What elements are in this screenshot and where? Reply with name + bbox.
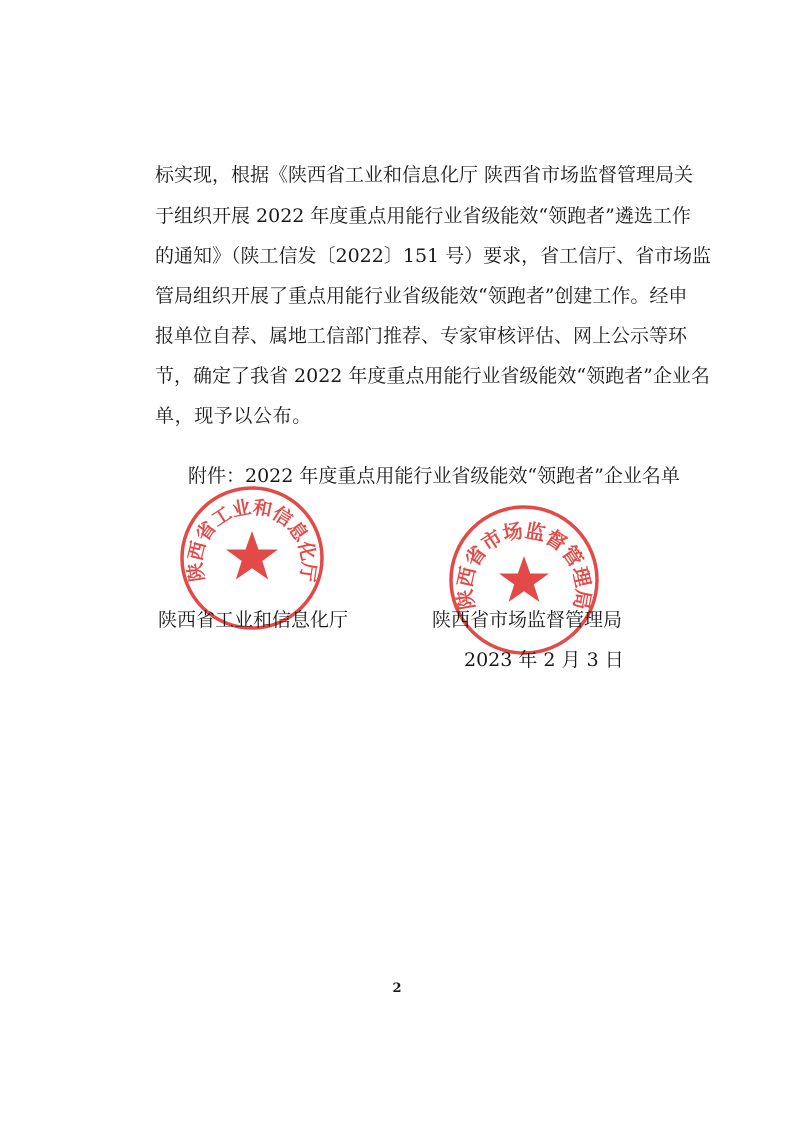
body-line-5: 报单位自荐、属地工信部门推荐、专家审核评估、网上公示等环 <box>155 325 688 347</box>
attachment-line: 附件：2022 年度重点用能行业省级能效“领跑者”企业名单 <box>188 465 680 487</box>
right-official-seal <box>448 504 600 656</box>
body-line-6: 节，确定了我省 2022 年度重点用能行业省级能效“领跑者”企业名 <box>155 365 710 387</box>
right-seal-text: 陕西省市场监督管理局 <box>452 518 596 612</box>
left-seal-star-icon <box>226 531 278 580</box>
left-seal-text: 陕西省工业和信息化厅 <box>184 496 320 584</box>
body-line-3: 的通知》（陕工信发〔2022〕151 号）要求，省工信厅、省市场监 <box>155 245 712 267</box>
issue-date: 2023 年 2 月 3 日 <box>464 649 624 671</box>
body-line-7: 单，现予以公布。 <box>155 405 312 427</box>
body-line-2: 于组织开展 2022 年度重点用能行业省级能效“领跑者”遴选工作 <box>155 205 691 227</box>
body-line-4: 管局组织开展了重点用能行业省级能效“领跑者”创建工作。经申 <box>155 285 688 307</box>
body-line-1: 标实现，根据《陕西省工业和信息化厅 陕西省市场监督管理局关 <box>155 164 694 186</box>
right-seal-star-icon <box>499 556 549 602</box>
right-signatory: 陕西省市场监督管理局 <box>432 609 623 631</box>
left-signatory: 陕西省工业和信息化厅 <box>158 609 349 631</box>
page-number: 2 <box>392 981 402 996</box>
